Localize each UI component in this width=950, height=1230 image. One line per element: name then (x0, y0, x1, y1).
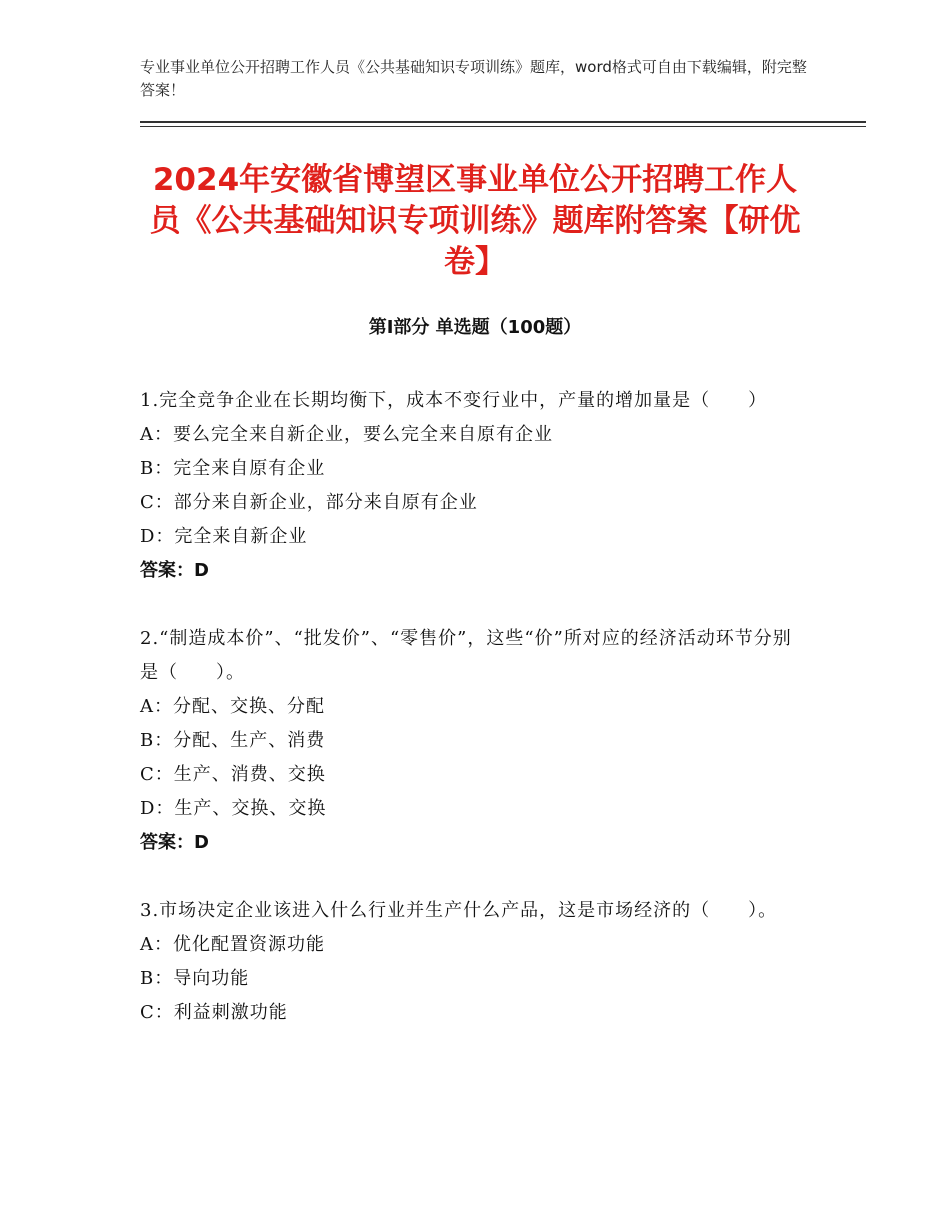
question-3 (140, 894, 800, 1030)
question-2 (140, 622, 800, 860)
option-b: B：完全来自原有企业 (140, 458, 326, 479)
question-text: 1.完全竞争企业在长期均衡下，成本不变行业中，产量的增加量是（ ） (140, 390, 768, 411)
option-c: C：生产、消费、交换 (140, 764, 326, 785)
option-b: B：导向功能 (140, 968, 250, 989)
option-c: C：利益刺激功能 (140, 1002, 288, 1023)
option-a: A：要么完全来自新企业，要么完全来自原有企业 (140, 424, 553, 445)
question-text: 3.市场决定企业该进入什么行业并生产什么产品，这是市场经济的（ ）。 (140, 900, 778, 921)
header-divider-thick (140, 121, 866, 123)
option-d: D：生产、交换、交换 (140, 798, 327, 819)
option-d: D：完全来自新企业 (140, 526, 308, 547)
section-heading: 第Ⅰ部分 单选题（100题） (368, 317, 582, 338)
answer: 答案：D (140, 560, 209, 581)
question-1 (140, 384, 800, 588)
document-title: 2024年安徽省博望区事业单位公开招聘工作人员《公共基础知识专项训练》题库附答案【研优卷】 (149, 162, 801, 280)
option-a: A：优化配置资源功能 (140, 934, 325, 955)
header-divider-thin (140, 126, 866, 127)
question-text: 2.“制造成本价”、“批发价”、“零售价”，这些“价”所对应的经济活动环节分别是（ ）。 (140, 628, 792, 683)
header-note: 专业事业单位公开招聘工作人员《公共基础知识专项训练》题库，word格式可自由下载编辑，附完整答案！ (140, 58, 807, 99)
option-c: C：部分来自新企业，部分来自原有企业 (140, 492, 478, 513)
answer: 答案：D (140, 832, 209, 853)
option-a: A：分配、交换、分配 (140, 696, 325, 717)
question-list (140, 384, 800, 1064)
option-b: B：分配、生产、消费 (140, 730, 326, 751)
